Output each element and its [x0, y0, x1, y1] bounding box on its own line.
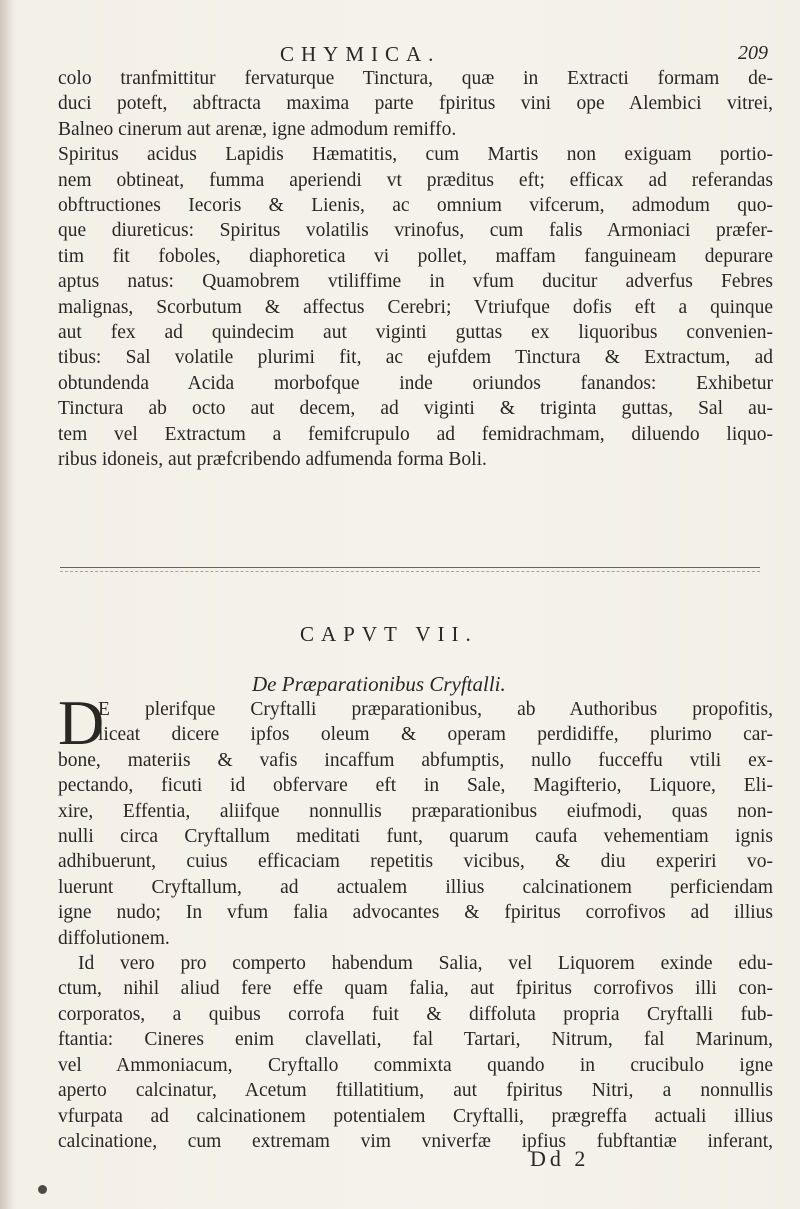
- section-rule-secondary: [60, 571, 760, 572]
- text-line: diffolutionem.: [58, 927, 170, 949]
- text-block-2: [58, 697, 773, 1154]
- text-line: adhibuerunt, cuius efficaciam repetitis vicibus, & diu experiri vo-: [58, 851, 773, 873]
- text-line: nulli circa Cryftallum meditati funt, quarum caufa vehementiam ignis: [58, 826, 773, 848]
- text-line: ftantia: Cineres enim clavellati, fal Tartari, Nitrum, fal Marinum,: [58, 1029, 773, 1051]
- text-line: duci poteft, abftracta maxima parte fpiritus vini ope Alembici vitrei,: [58, 93, 773, 115]
- text-line: ribus idoneis, aut præfcribendo adfumenda forma Boli.: [58, 449, 487, 471]
- text-line: malignas, Scorbutum & affectus Cerebri; Vtriufque dofis eft a quinque: [58, 296, 773, 318]
- text-line: calcinatione, cum extremam vim vniverfæ ipfius fubftantiæ inferant,: [58, 1130, 773, 1152]
- catchword-signature: Dd 2: [530, 1146, 590, 1171]
- page-number: 209: [738, 42, 768, 64]
- ink-spot: [38, 1185, 47, 1194]
- text-line: vfurpata ad calcinationem potentialem Cryftalli, prægreffa actuali illius: [58, 1105, 773, 1127]
- text-line: ctum, nihil aliud fere effe quam falia, aut fpiritus corrofivos illi con-: [58, 978, 773, 1000]
- text-line: igne nudo; In vfum falia advocantes & fpiritus corrofivos ad illius: [58, 902, 773, 924]
- text-line: Id vero pro comperto habendum Salia, vel Liquorem exinde edu-: [78, 953, 773, 975]
- text-line: aptus natus: Quamobrem vtiliffime in vfum ducitur adverfus Febres: [58, 271, 773, 293]
- text-line: xire, Effentia, aliifque nonnullis præparationibus eiufmodi, quas non-: [58, 800, 773, 822]
- text-line: aperto calcinatur, Acetum ftillatitium, aut fpiritus Nitri, a nonnullis: [58, 1080, 773, 1102]
- text-line: Balneo cinerum aut arenæ, igne admodum remiffo.: [58, 118, 457, 140]
- text-line: nem obtineat, fumma aperiendi vt præditus eft; efficax ad referandas: [58, 169, 773, 191]
- text-line: aut fex ad quindecim aut viginti guttas ex liquoribus convenien-: [58, 322, 773, 344]
- text-line: luerunt Cryftallum, ad actualem illius calcinationem perficiendam: [58, 876, 773, 898]
- chapter-heading: CAPVT VII.: [300, 622, 478, 646]
- text-line: corporatos, a quibus corrofa fuit & diffoluta propria Cryftalli fub-: [58, 1003, 773, 1025]
- text-line: obftructiones Iecoris & Lienis, ac omnium vifcerum, admodum quo-: [58, 195, 773, 217]
- text-line: tim fit foboles, diaphoretica vi pollet, maffam fanguineam depurare: [58, 245, 773, 267]
- text-line: Spiritus acidus Lapidis Hæmatitis, cum Martis non exiguam portio-: [58, 144, 773, 166]
- text-line: E plerifque Cryftalli præparationibus, ab Authoribus propofitis,: [98, 699, 773, 720]
- text-line: vel Ammoniacum, Cryftallo commixta quando in crucibulo igne: [58, 1054, 773, 1076]
- text-line: pectando, ficuti id obfervare eft in Sale, Magifterio, Liquore, Eli-: [58, 775, 773, 797]
- text-line: colo tranfmittitur fervaturque Tinctura, quæ in Extracti formam de-: [58, 68, 773, 89]
- text-line: tem vel Extractum a femifcrupulo ad femidrachmam, diluendo liquo-: [58, 423, 773, 445]
- text-line: que diureticus: Spiritus volatilis vrinofus, cum falis Armoniaci præfer-: [58, 220, 773, 242]
- text-line: liceat dicere ipfos oleum & operam perdidiffe, plurimo car-: [98, 724, 773, 746]
- text-line: tibus: Sal volatile plurimi fit, ac ejufdem Tinctura & Extractum, ad: [58, 347, 773, 369]
- gutter-shadow: [0, 0, 14, 1209]
- drop-cap: D: [58, 687, 105, 758]
- text-block-1: [58, 66, 773, 473]
- text-line: obtundenda Acida morbofque inde oriundos fanandos: Exhibetur: [58, 372, 773, 394]
- chapter-subtitle: De Præparationibus Cryftalli.: [252, 672, 506, 696]
- running-head: CHYMICA.: [280, 42, 441, 66]
- text-line: bone, materiis & vafis incaffum abfumptis, nullo fucceffu vtili ex-: [58, 749, 773, 771]
- section-rule: [60, 567, 760, 568]
- text-line: Tinctura ab octo aut decem, ad viginti & triginta guttas, Sal au-: [58, 398, 773, 420]
